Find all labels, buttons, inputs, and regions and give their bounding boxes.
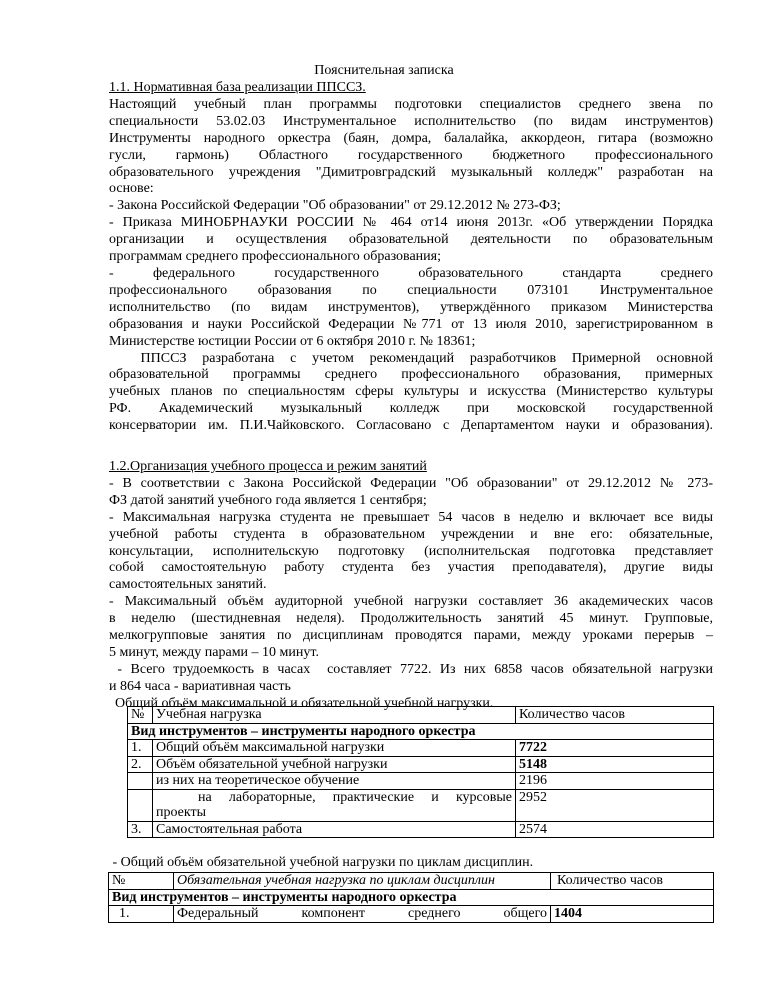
text-line: гусли, гармонь) Областного государственного бюджетного профессионального xyxy=(109,147,713,163)
table-cell: Объём обязательной учебной нагрузки xyxy=(153,756,516,773)
table-cell: Самостоятельная работа xyxy=(153,821,516,838)
table-row xyxy=(128,773,714,790)
text-line: мелкогрупповые занятия по дисциплинам проводятся парами, между уроками перерыв – xyxy=(109,628,713,644)
text-line: учебной работы студента в образовательном учреждении и вне его: обязательные, xyxy=(109,526,713,542)
section-normative-base xyxy=(109,80,713,435)
table-cell: 2. xyxy=(128,756,153,773)
table-cell xyxy=(128,773,153,790)
section-organization xyxy=(109,459,713,713)
group-cell: Вид инструментов – инструменты народного оркестра xyxy=(128,723,714,740)
text-line: - Приказа МИНОБРНАУКИ РОССИИ № 464 от14 июня 2013г. «Об утверждении Порядка xyxy=(109,215,713,231)
text-line: - В соответствии с Закона Российской Федерации "Об образовании" от 29.12.2012 № 273- xyxy=(109,475,713,491)
table-row xyxy=(128,756,714,773)
table-row xyxy=(128,821,714,838)
text-line: - Максимальный объём аудиторной учебной нагрузки составляет 36 академических часов xyxy=(109,594,713,610)
text-line: исполнительство (по видам инструментов), утверждённого приказом Министерства xyxy=(109,299,713,315)
table-cell: 2196 xyxy=(516,773,714,790)
table-group-row xyxy=(128,723,714,740)
section-heading: 1.2.Организация учебного процесса и режим занятий xyxy=(109,459,427,474)
text-line: 5 минут, между парами – 10 минут. xyxy=(109,644,319,660)
table-cell xyxy=(153,789,516,821)
text-line: - Закона Российской Федерации "Об образовании" от 29.12.2012 № 273-ФЗ; xyxy=(109,198,561,214)
text-line: ППССЗ разработана с учетом рекомендаций разработчиков Примерной основной xyxy=(109,350,713,366)
table-cell: из них на теоретическое обучение xyxy=(153,773,516,790)
header-cell: Учебная нагрузка xyxy=(153,707,516,724)
text-line: и 864 часа - вариативная часть xyxy=(109,678,291,694)
text-line: собой самостоятельную работу студента без участия преподавателя), другие виды xyxy=(109,560,713,576)
table-cell: 1404 xyxy=(551,906,714,923)
text-line: профессионального образования по специальности 073101 Инструментальное xyxy=(109,282,713,298)
text-line: - федерального государственного образовательного стандарта среднего xyxy=(109,265,713,281)
table-cell: 5148 xyxy=(516,756,714,773)
text-line: в неделю (шестидневная неделя). Продолжительность занятий 45 минут. Групповые, xyxy=(109,611,713,627)
cell-line: на лабораторные, практические и курсовые xyxy=(198,789,512,805)
table-cell: 2574 xyxy=(516,821,714,838)
cell-line: Федеральный компонент среднего общего xyxy=(177,906,547,921)
header-cell: Количество часов xyxy=(551,873,714,890)
text-line: консерватории им. П.И.Чайковского. Согласовано с Департаментом науки и образования). xyxy=(109,418,713,434)
text-line: - Максимальная нагрузка студента не превышает 54 часов в неделю и включает все виды xyxy=(109,509,713,525)
text-line: образовательного учреждения "Димитровградский музыкальный колледж" разработан на xyxy=(109,164,713,180)
table-caption: - Общий объём обязательной учебной нагрузки по циклам дисциплин. xyxy=(109,855,534,870)
table-row xyxy=(128,789,714,821)
section-heading: 1.1. Нормативная база реализации ППССЗ. xyxy=(109,80,366,95)
load-table xyxy=(127,706,714,838)
header-cell: Обязательная учебная нагрузка по циклам дисциплин xyxy=(174,873,551,890)
text-line: специальности 53.02.03 Инструментальное исполнительство (по видам инструментов) xyxy=(109,113,713,129)
table-cell: 1. xyxy=(109,906,174,923)
text-line: самостоятельных занятий. xyxy=(109,577,267,593)
text-line: - Всего трудоемкость в часах составляет 7722. Из них 6858 часов обязательной нагрузки xyxy=(109,661,713,677)
text-line: консультации, исполнительскую подготовку (исполнительская подготовка представляет xyxy=(109,543,713,559)
table-header-row xyxy=(109,873,714,890)
text-line: РФ. Академический музыкальный колледж при московской государственной xyxy=(109,401,713,417)
text-line: Министерстве юстиции России от 6 октября 2010 г. № 18361; xyxy=(109,333,476,349)
table-cell: 2952 xyxy=(516,789,714,821)
table-cell: 3. xyxy=(128,821,153,838)
text-line: Настоящий учебный план программы подготовки специалистов среднего звена по xyxy=(109,96,713,112)
header-cell: № xyxy=(109,873,174,890)
text-line: Инструменты народного оркестра (баян, домра, балалайка, аккордеон, гитара (возможно xyxy=(109,130,713,146)
text-line: программам среднего профессионального образования; xyxy=(109,249,441,265)
cell-line: проекты xyxy=(156,805,207,820)
header-cell: Количество часов xyxy=(516,707,714,724)
table-caption: Общий объём максимальной и обязательной учебной нагрузки. xyxy=(115,695,494,711)
table-cell xyxy=(128,789,153,821)
text-line: образования и науки Российской Федерации №771 от 13 июля 2010, зарегистрированном в xyxy=(109,316,713,332)
header-cell: № xyxy=(128,707,153,724)
text-line: учебных планов по специальностям сферы культуры и искусства (Министерство культуры xyxy=(109,384,713,400)
table-cell: 7722 xyxy=(516,740,714,757)
table-cell: 1. xyxy=(128,740,153,757)
document-title: Пояснительная записка xyxy=(314,63,454,78)
table-group-row xyxy=(109,889,714,906)
text-line: ФЗ датой занятий учебного года является 1 сентября; xyxy=(109,492,427,508)
table-row xyxy=(109,906,714,923)
table-cell: Общий объём максимальной нагрузки xyxy=(153,740,516,757)
cycles-table xyxy=(108,872,714,923)
group-cell: Вид инструментов – инструменты народного оркестра xyxy=(109,889,714,906)
table-row xyxy=(128,740,714,757)
table-cell xyxy=(174,906,551,923)
text-line: организации и осуществления образовательной деятельности по образовательным xyxy=(109,232,713,248)
table-header-row xyxy=(128,707,714,724)
text-line: образовательной программы среднего профессионального образования, примерных xyxy=(109,367,713,383)
text-line: основе: xyxy=(109,181,154,197)
